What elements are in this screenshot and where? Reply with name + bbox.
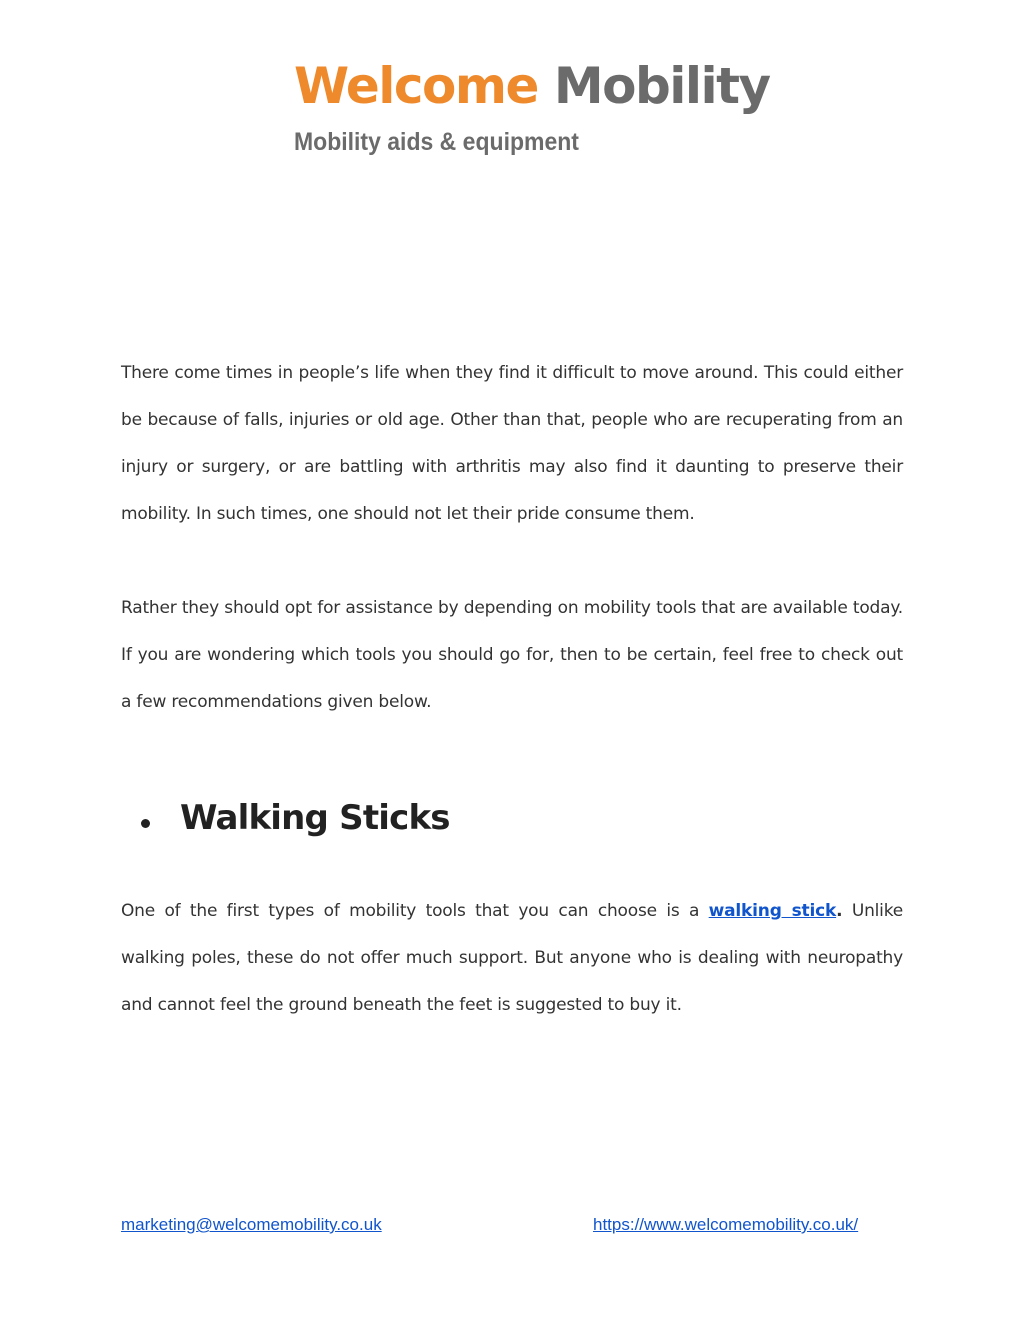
footer-website-link[interactable]: https://www.welcomemobility.co.uk/ [593, 1215, 859, 1234]
walking-stick-link[interactable]: walking stick [708, 901, 837, 921]
footer-email-link[interactable]: marketing@welcomemobility.co.uk [121, 1215, 382, 1234]
logo-title [294, 52, 770, 120]
logo-word-welcome: Welcome [294, 57, 538, 115]
section-text-before-link: One of the first types of mobility tools that you can choose is a [121, 901, 709, 921]
intro-paragraph-1: There come times in people’s life when they find it difficult to move around. This could either be because of falls, injuries or old age. Other than that, people who are recuperating from an injury or surgery, or are battling with arthritis may also find it daunting to preserve their mobility. In such times, one should not let their pride consume them. [121, 363, 903, 524]
bullet-icon [141, 819, 150, 828]
section-heading-item [141, 788, 903, 848]
intro-paragraph-2: Rather they should opt for assistance by depending on mobility tools that are available today. If you are wondering which tools you should go for, then to be certain, feel free to check out a few recommendations given below. [121, 598, 903, 712]
section-period: . [836, 901, 843, 921]
section-paragraph [121, 888, 903, 1029]
document-body [121, 350, 903, 1029]
logo-word-mobility: Mobility [553, 57, 770, 115]
section-heading: Walking Sticks [180, 798, 450, 838]
logo-tagline: Mobility aids & equipment [294, 128, 579, 156]
section-text-after-link: Unlike walking poles, these do not offer much support. But anyone who is dealing with neuropathy and cannot feel the ground beneath the feet is suggested to buy it. [121, 901, 903, 1015]
page-footer [121, 1215, 881, 1239]
brand-logo [294, 52, 770, 157]
